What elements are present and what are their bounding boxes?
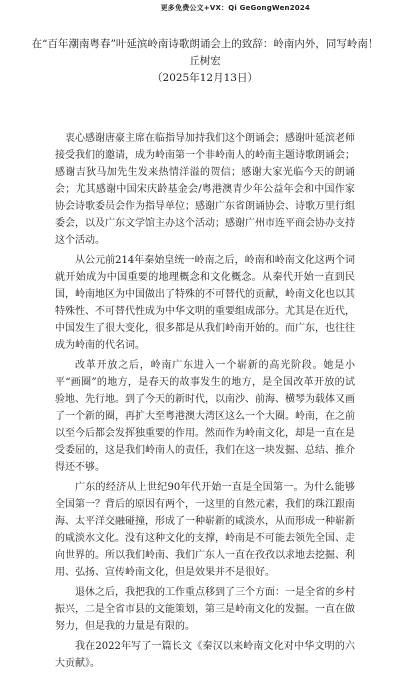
speech-date: （2025年12月13日）	[152, 72, 258, 84]
document-body	[55, 130, 355, 675]
document-header	[30, 36, 380, 87]
paragraph: 我在2022年写了一篇长文《秦汉以来岭南文化对中华文明的六大贡献》。	[55, 641, 355, 669]
paragraph: 广东的经济从上世纪90年代开始一直是全国第一。为什么能够全国第一？背后的原因有两个，一这里的自然元素，我们的珠江跟南海、太平洋交融碰撞，形成了一种崭新的咸淡水，从而形成一种崭新的咸淡水文化。没有这种文化的支撑，岭南是不可能去领先全国、走向世界的。所以我们岭南、我们广东人一直在孜孜以求地去挖掘、利用、弘扬、宣传岭南文化，但是效果并不是很好。	[55, 482, 355, 578]
paragraph: 退休之后，我把我的工作重点移到了三个方面：一是全省的乡村振兴，二是全省市县的文能策划，第三是岭南文化的发掘。一直在做努力，但是我的力量是有限的。	[55, 587, 355, 632]
paragraph: 从公元前214年秦始皇统一岭南之后，岭南和岭南文化这两个词就开始成为中国重要的地理概念和文化概念。从秦代开始一直到民国，岭南地区为中国做出了特殊的不可替代的贡献，岭南文化也以其特殊性、不可替代性成为中华文明的重要组成部分。尤其是在近代，中国发生了很大变化，很多都是从我们岭南开始的。而广东，也往往成为岭南的代名词。	[55, 255, 355, 351]
paragraph: 改革开放之后，岭南广东进入一个崭新的高光阶段。她是小平“画圈”的地方，是春天的故事发生的地方，是全国改革开放的试验地、先行地。到了今天的新时代，以南沙、前海、横琴为载体又画了一个新的圈，再扩大至粤港澳大湾区这么一个大圈。岭南，在之前以至今后都会发挥独重要的作用。然而作为岭南文化，却是一直在是受委屈的，这是我们岭南人的责任，我们在这一块发掘、总结、推介得还不够。	[55, 360, 355, 473]
paragraph: 衷心感谢唐豪主席在临指导加持我们这个朗诵会；感谢叶延滨老师接受我们的邀请，成为岭南第一个非岭南人的岭南主题诗歌朗诵会；感谢吉狄马加先生发来热情洋溢的贺信；感谢大家光临今天的朗诵会；尤其感谢中国宋庆龄基金会/粤港澳青少年公益年会和中国作家协会诗歌委员会作为指导单位；感谢广东省朗诵协会、诗歌万里行组委会，以及广东文学馆主办这个活动；感谢广州市连平商会协办支持这个活动。	[55, 133, 355, 246]
document-title: 在“百年潮南粤春”叶延滨岭南诗歌朗诵会上的致辞：岭南内外，同写岭南！	[31, 38, 379, 50]
watermark-text: 更多免费公文+VX：Qi GeGongWen2024	[160, 4, 310, 12]
author-name: 丘树宏	[189, 55, 221, 67]
